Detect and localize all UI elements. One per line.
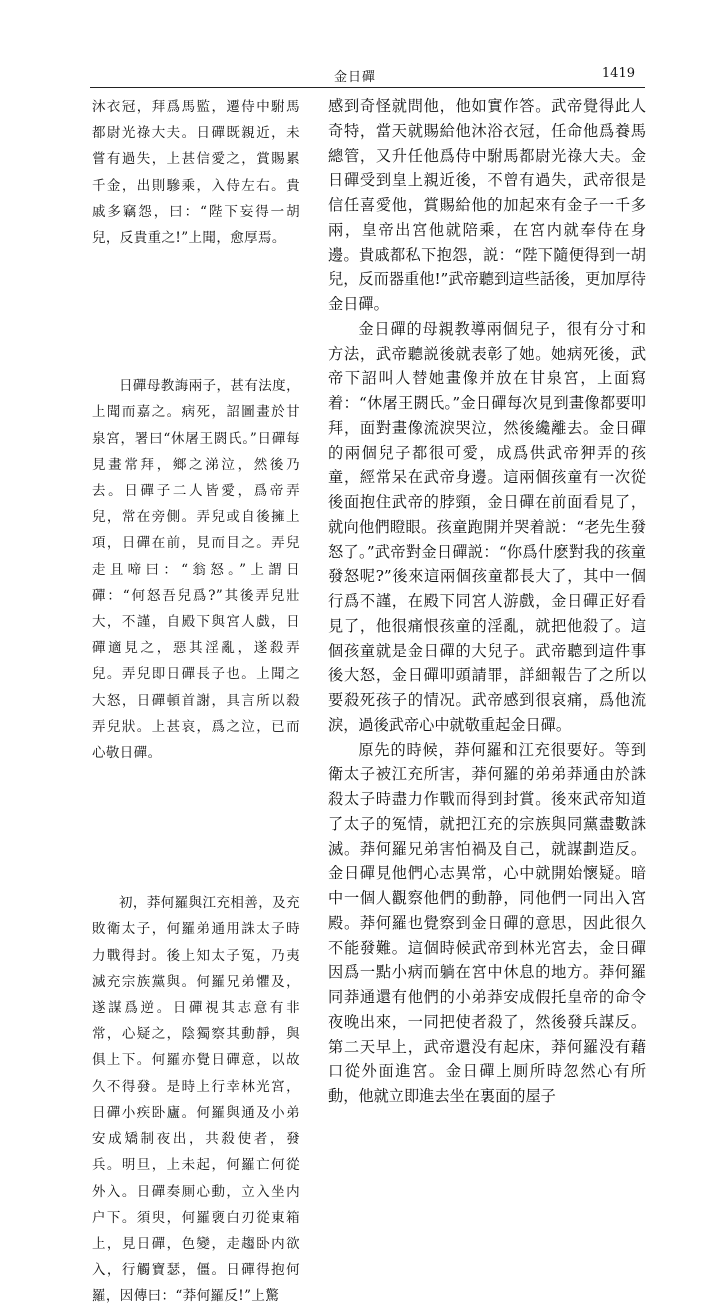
translation-paragraph-1: 感到奇怪就問他，他如實作答。武帝覺得此人奇特，當天就賜給他沐浴衣冠，任命他爲養馬總管，又升任他爲侍中駙馬都尉光祿大夫。金日磾受到皇上親近後，不曾有過失，武帝很是信任喜愛他，賞賜給他的加起來有金子一千多兩，皇帝出宮他就陪乘，在宮内就奉侍在身邊。貴戚都私下抱怨，説：“陛下隨便得到一胡兒，反而器重他!”武帝聽到這些話後，更加厚待金日磾。 (328, 97, 646, 313)
running-title: 金日磾 (334, 70, 377, 85)
running-header (90, 64, 645, 86)
classical-paragraph-2: 日磾母教誨兩子，甚有法度，上聞而嘉之。病死，詔圖畫於甘泉宮，署曰“休屠王閼氏。”日磾每見畫常拜，鄉之涕泣，然後乃去。日磾子二人皆愛，爲帝弄兒，常在旁側。弄兒或自後擁上項，日磾在前，見而目之。弄兒走且啼曰：“翁怒。”上謂日磾：“何怒吾兒爲?”其後弄兒壯大，不謹，自殿下與宮人戲，日磾適見之，惡其淫亂，遂殺弄兒。弄兒即日磾長子也。上聞之大怒，日磾頓首謝，具言所以殺弄兒狀。上甚哀，爲之泣，已而心敬日磾。 (92, 378, 300, 762)
classical-paragraph-1: 沐衣冠，拜爲馬監，遷侍中駙馬都尉光祿大夫。日磾既親近，未嘗有過失，上甚信愛之，賞賜累千金，出則驂乘，入侍左右。貴戚多竊怨，曰：“陛下妄得一胡兒，反貴重之!”上聞，愈厚焉。 (92, 99, 300, 247)
column-gap (92, 766, 300, 890)
column-gap (92, 251, 300, 373)
translation-paragraph-3: 原先的時候，莽何羅和江充很要好。等到衛太子被江充所害，莽何羅的弟弟莽通由於誅殺太子時盡力作戰而得到封賞。後來武帝知道了太子的冤情，就把江充的宗族與同黨盡數誅滅。莽何羅兄弟害怕禍及自己，就謀劃造反。金日磾見他們心志異常，心中就開始懷疑。暗中一個人觀察他們的動静，同他們一同出入宮殿。莽何羅也覺察到金日磾的意思，因此很久不能發難。這個時候武帝到林光宮去，金日磾因爲一點小病而躺在宮中休息的地方。莽何羅同莽通還有他們的小弟莽安成假托皇帝的命令夜晚出來，一同把使者殺了，然後發兵謀反。第二天早上，武帝還没有起床，莽何羅没有藉口從外面進宮。金日磾上厠所時忽然心有所動，他就立即進去坐在裏面的屋子 (328, 740, 646, 1105)
translation-paragraph-2: 金日磾的母親教導兩個兒子，很有分寸和方法，武帝聽説後就表彰了她。她病死後，武帝下詔叫人替她畫像并放在甘泉宮，上面寫着：“休屠王閼氏。”金日磾每次見到畫像都要叩拜，面對畫像流淚哭泣，然後纔離去。金日磾的兩個兒子都很可愛，成爲供武帝狎弄的孩童，經常呆在武帝身邊。這兩個孩童有一次從後面抱住武帝的脖頸，金日磾在前面看見了，就向他們瞪眼。孩童跑開并哭着説：“老先生發怒了。”武帝對金日磾説：“你爲什麽對我的孩童發怒呢?”後來這兩個孩童都長大了，其中一個行爲不謹，在殿下同宮人游戲，金日磾正好看見了，他很痛恨孩童的淫亂，就把他殺了。這個孩童就是金日磾的大兒子。武帝聽到這件事後大怒，金日磾叩頭請罪，詳細報告了之所以要殺死孩子的情况。武帝感到很哀痛，爲他流淚，過後武帝心中就敬重起金日磾。 (328, 319, 646, 734)
header-rule (90, 87, 645, 88)
translation-column (328, 94, 646, 1109)
classical-paragraph-3: 初，莽何羅與江充相善，及充敗衛太子，何羅弟通用誅太子時力戰得封。後上知太子冤，乃夷滅充宗族黨與。何羅兄弟懼及，遂謀爲逆。日磾視其志意有非常，心疑之，陰獨察其動靜，與俱上下。何羅亦覺日磾意，以故久不得發。是時上行幸林光宮，日磾小疾卧廬。何羅與通及小弟安成矯制夜出，共殺使者，發兵。明旦，上未起，何羅亡何從外入。日磾奏厠心動，立入坐内户下。須臾，何羅褏白刃從東箱上，見日磾，色變，走趨卧内欲入，行觸寶瑟，僵。日磾得抱何羅，因傳曰：“莽何羅反!”上驚 (92, 895, 300, 1305)
page-number: 1419 (601, 66, 635, 81)
classical-text-column (92, 94, 300, 1310)
